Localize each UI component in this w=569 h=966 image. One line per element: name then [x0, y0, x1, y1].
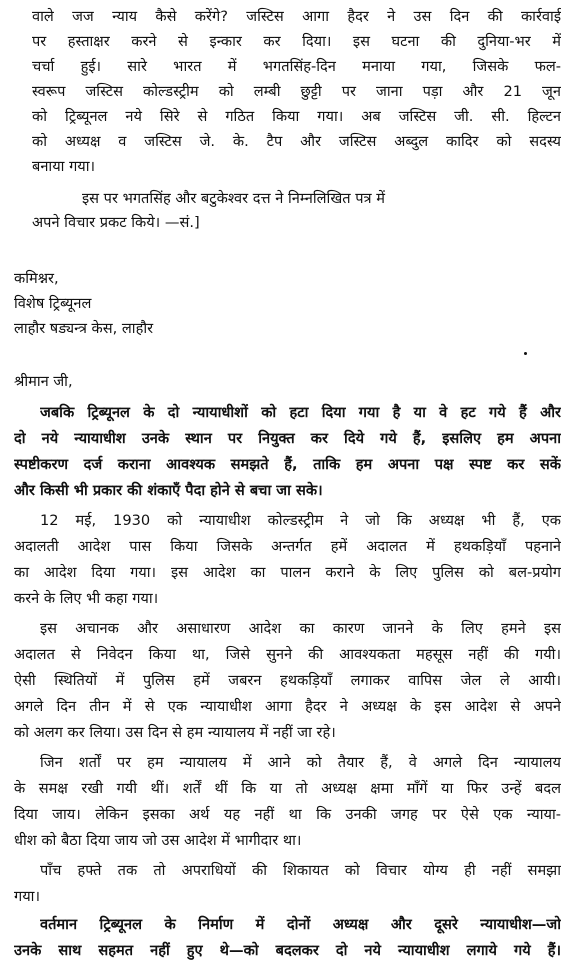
intro-line-5: को ट्रिब्यूनल नये सिरे से गठित किया गया। अब जस्टिस जी. सी. हिल्टन: [32, 108, 561, 125]
p3-line-3: ऐसी स्थितियों में पुलिस हमें जबरन हथकड़ियाँ लगाकर वापिस जेल ले आयी।: [14, 672, 561, 689]
salutation: श्रीमान जी,: [14, 373, 73, 390]
p4-line-4: धीश को बैठा दिया जाय जो उस आदेश में भागीदार था।: [14, 832, 302, 849]
intro-line-2: पर हस्ताक्षर करने से इन्कार कर दिया। इस घटना की दुनिया-भर में: [32, 33, 561, 50]
address-line-2: विशेष ट्रिब्यूनल: [14, 295, 92, 312]
p1-line-3: स्पष्टीकरण दर्ज कराना आवश्यक समझते हैं, ताकि हम अपना पक्ष स्पष्ट कर सकें: [14, 456, 561, 473]
intro-note-line-1: इस पर भगतसिंह और बटुकेश्वर दत्त ने निम्नलिखित पत्र में: [82, 190, 385, 207]
p2-line-2: अदालती आदेश पास किया जिसके अन्तर्गत हमें अदालत में हथकड़ियाँ पहनाने: [14, 538, 561, 555]
p4-line-2: के समक्ष रखी गयी थीं। शर्तें थीं कि या तो अध्यक्ष क्षमा माँगें या फिर उन्हें बदल: [14, 780, 561, 797]
p3-line-1: इस अचानक और असाधारण आदेश का कारण जानने के लिए हमने इस: [40, 620, 561, 637]
intro-line-4: स्वरूप जस्टिस कोल्डस्ट्रीम को लम्बी छुट्टी पर जाना पड़ा और 21 जून: [32, 83, 561, 100]
address-line-3: लाहौर षड्यन्त्र केस, लाहौर: [14, 320, 154, 337]
address-line-1: कमिश्नर,: [14, 270, 59, 287]
p5-line-2: गया।: [14, 888, 40, 905]
p2-line-3: का आदेश दिया गया। इस आदेश का पालन कराने के लिए पुलिस को बल-प्रयोग: [14, 564, 561, 581]
p4-line-3: दिया जाय। लेकिन इसका अर्थ यह नहीं था कि उनकी जगह पर ऐसे एक न्याया-: [14, 806, 561, 823]
p6-line-1: वर्तमान ट्रिब्यूनल के निर्माण में दोनों अध्यक्ष और दूसरे न्यायाधीश—जो: [40, 916, 561, 933]
p3-line-4: अगले दिन तीन में से एक न्यायाधीश आगा हैदर ने अध्यक्ष के इस आदेश से अपने: [14, 698, 561, 715]
stray-dot: [524, 352, 527, 355]
intro-line-7: बनाया गया।: [32, 158, 96, 175]
p2-line-4: करने के लिए भी कहा गया।: [14, 590, 159, 607]
p5-line-1: पाँच हफ्ते तक तो अपराधियों की शिकायत को विचार योग्य ही नहीं समझा: [40, 862, 561, 879]
intro-line-1: वाले जज न्याय कैसे करेंगे? जस्टिस आगा हैदर ने उस दिन की कार्रवाई: [32, 8, 561, 25]
p1-line-4: और किसी भी प्रकार की शंकाएँ पैदा होने से बचा जा सके।: [14, 482, 323, 499]
intro-line-6: को अध्यक्ष व जस्टिस जे. के. टैप और जस्टिस अब्दुल कादिर को सदस्य: [32, 133, 561, 150]
p4-line-1: जिन शर्तों पर हम न्यायालय में आने को तैयार हैं, वे अगले दिन न्यायालय: [40, 754, 561, 771]
p1-line-1: जबकि ट्रिब्यूनल के दो न्यायाधीशों को हटा दिया गया है या वे हट गये हैं और: [40, 404, 561, 421]
p2-line-1: 12 मई, 1930 को न्यायाधीश कोल्डस्ट्रीम ने जो कि अध्यक्ष भी हैं, एक: [40, 512, 561, 529]
p3-line-5: को अलग कर लिया। उस दिन से हम न्यायालय में नहीं जा रहे।: [14, 724, 336, 741]
p1-line-2: दो नये न्यायाधीश उनके स्थान पर नियुक्त कर दिये गये हैं, इसलिए हम अपना: [14, 430, 561, 447]
p3-line-2: अदालत से निवेदन किया था, जिसे सुनने की आवश्यकता महसूस नहीं की गयी।: [14, 646, 561, 663]
intro-line-3: चर्चा हुई। सारे भारत में भगतसिंह-दिन मनाया गया, जिसके फल-: [32, 58, 561, 75]
intro-note-line-2: अपने विचार प्रकट किये। —सं.]: [32, 214, 200, 231]
p6-line-2: उनके साथ सहमत नहीं हुए थे—को बदलकर दो नये न्यायाधीश लगाये गये हैं।: [14, 942, 561, 959]
